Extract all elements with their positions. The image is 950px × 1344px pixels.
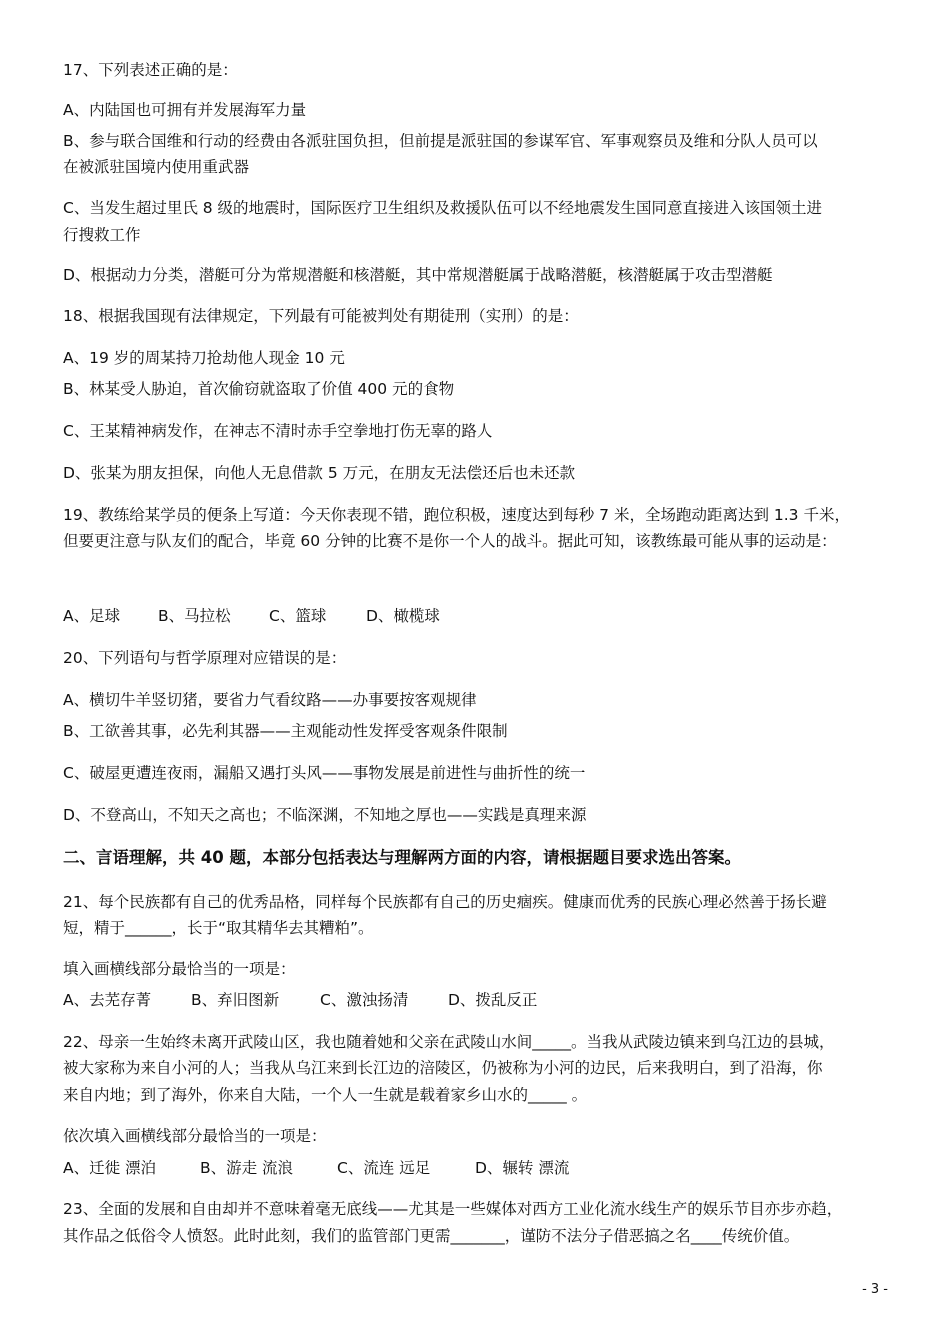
q21-option-d: D、拨乱反正 (448, 991, 538, 1009)
q22-option-d: D、辗转 漂流 (475, 1159, 570, 1177)
q22-option-c: C、流连 远足 (337, 1159, 431, 1177)
q21-prompt: 填入画横线部分最恰当的一项是： (63, 960, 296, 978)
q21-option-c: C、激浊扬清 (320, 991, 409, 1009)
q20-option-b: B、工欲善其事，必先利其器——主观能动性发挥受客观条件限制 (63, 722, 508, 740)
q18-option-a: A、19 岁的周某持刀抢劫他人现金 10 元 (63, 349, 345, 367)
q18-option-b: B、林某受人胁迫，首次偷窃就盗取了价值 400 元的食物 (63, 380, 455, 398)
q17-option-d: D、根据动力分类，潜艇可分为常规潜艇和核潜艇，其中常规潜艇属于战略潜艇，核潜艇属于攻击型潜艇 (63, 266, 773, 284)
q19-options (63, 606, 440, 626)
q17-option-c-line1: C、当发生超过里氏 8 级的地震时，国际医疗卫生组织及救援队伍可以不经地震发生国同意直接进入该国领土进 (63, 199, 823, 217)
q17-stem: 17、下列表述正确的是： (63, 61, 238, 79)
q18-option-d: D、张某为朋友担保，向他人无息借款 5 万元，在朋友无法偿还后也未还款 (63, 464, 576, 482)
q19-stem-line2: 但要更注意与队友们的配合，毕竟 60 分钟的比赛不是你一个人的战斗。据此可知，该教练最可能从事的运动是： (63, 532, 837, 550)
section-2-heading: 二、言语理解，共 40 题，本部分包括表达与理解两方面的内容，请根据题目要求选出答案。 (63, 848, 741, 867)
q17-option-c-line2: 行搜救工作 (63, 226, 141, 244)
q19-option-a: A、足球 (63, 607, 121, 625)
q22-option-a: A、迁徙 漂泊 (63, 1159, 157, 1177)
q23-stem-line1: 23、全面的发展和自由却并不意味着毫无底线——尤其是一些媒体对西方工业化流水线生产的娱乐节目亦步亦趋， (63, 1200, 843, 1218)
q21-option-a: A、去芜存菁 (63, 991, 152, 1009)
q20-option-c: C、破屋更遭连夜雨，漏船又遇打头风——事物发展是前进性与曲折性的统一 (63, 764, 586, 782)
q17-option-b-line2: 在被派驻国境内使用重武器 (63, 158, 250, 176)
q18-option-c: C、王某精神病发作，在神志不清时赤手空拳地打伤无辜的路人 (63, 422, 493, 440)
q21-stem-line2: 短，精于______，长于“取其精华去其糟粕”。 (63, 919, 374, 937)
q21-option-b: B、弃旧图新 (191, 991, 280, 1009)
q21-options (63, 990, 537, 1010)
q19-option-d: D、橄榄球 (366, 607, 440, 625)
q23-stem-line2: 其作品之低俗令人愤怒。此时此刻，我们的监管部门更需_______，谨防不法分子借恶搞之名____传统价值。 (63, 1227, 800, 1245)
q20-option-a: A、横切牛羊竖切猪，要省力气看纹路——办事要按客观规律 (63, 691, 477, 709)
q22-stem-line1: 22、母亲一生始终未离开武陵山区，我也随着她和父亲在武陵山水间_____。当我从武陵边镇来到乌江边的县城， (63, 1033, 835, 1051)
q17-option-a: A、内陆国也可拥有并发展海军力量 (63, 101, 307, 119)
q19-option-c: C、篮球 (269, 607, 327, 625)
q21-stem-line1: 21、每个民族都有自己的优秀品格，同样每个民族都有自己的历史痼疾。健康而优秀的民族心理必然善于扬长避 (63, 893, 827, 911)
q17-option-b-line1: B、参与联合国维和行动的经费由各派驻国负担，但前提是派驻国的参谋军官、军事观察员及维和分队人员可以 (63, 132, 818, 150)
q19-stem-line1: 19、教练给某学员的便条上写道：今天你表现不错，跑位积极，速度达到每秒 7 米，全场跑动距离达到 1.3 千米， (63, 506, 850, 524)
q19-option-b: B、马拉松 (158, 607, 231, 625)
q22-prompt: 依次填入画横线部分最恰当的一项是： (63, 1127, 327, 1145)
q22-stem-line2: 被大家称为来自小河的人；当我从乌江来到长江边的涪陵区，仍被称为小河的边民，后来我明白，到了沿海，你 (63, 1059, 823, 1077)
q20-stem: 20、下列语句与哲学原理对应错误的是： (63, 649, 347, 667)
q20-option-d: D、不登高山，不知天之高也；不临深渊，不知地之厚也——实践是真理来源 (63, 806, 587, 824)
q22-stem-line3: 来自内地；到了海外，你来自大陆，一个人一生就是载着家乡山水的_____ 。 (63, 1086, 588, 1104)
q22-option-b: B、游走 流浪 (200, 1159, 294, 1177)
q18-stem: 18、根据我国现有法律规定，下列最有可能被判处有期徒刑（实刑）的是： (63, 307, 579, 325)
page-number: - 3 - (862, 1282, 888, 1297)
q22-options (63, 1158, 569, 1178)
